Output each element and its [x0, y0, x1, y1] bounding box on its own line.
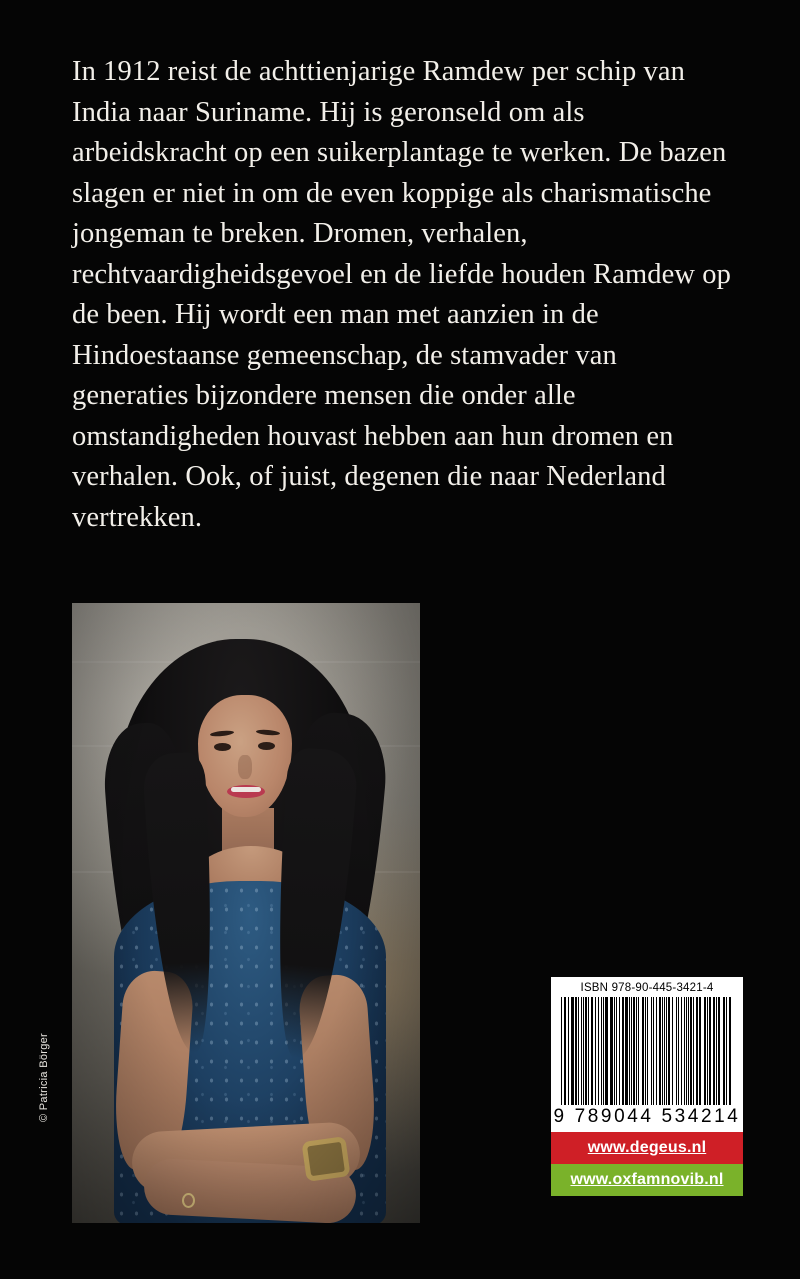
isbn-barcode-block [551, 977, 743, 1196]
wristwatch [301, 1136, 350, 1182]
back-cover-blurb: In 1912 reist de achttienjarige Ramdew per schip van India naar Suriname. Hij is geronseld om als arbeidskracht op een suikerplantage te werken. De bazen slagen er niet in om de even koppige als charismatische jongeman te breken. Dromen, verhalen, rechtvaardigheidsgevoel en de liefde houden Ramdew op de been. Hij wordt een man met aanzien in de Hindoestaanse gemeenschap, de stamvader van generaties bijzondere mensen die onder alle omstandigheden houvast hebben aan hun dromen en verhalen. Ook, of juist, degenen die naar Nederland vertrekken. [72, 56, 739, 533]
barcode-digits: 9 789044 534214 [553, 1106, 741, 1127]
isbn-label: ISBN 978-90-445-3421-4 [580, 982, 714, 994]
photo-credit: © Patricia Börger [38, 1032, 50, 1122]
author-photo-image [72, 603, 420, 1223]
barcode-image [561, 997, 733, 1105]
author-photo [72, 603, 420, 1223]
finger-ring [182, 1193, 195, 1208]
publisher-url-link[interactable]: www.degeus.nl [551, 1132, 743, 1164]
eye-left [214, 743, 231, 751]
nose-shape [238, 755, 252, 779]
partner-url-link[interactable]: www.oxfamnovib.nl [551, 1164, 743, 1196]
teeth-shape [231, 787, 261, 792]
eye-right [258, 742, 275, 750]
